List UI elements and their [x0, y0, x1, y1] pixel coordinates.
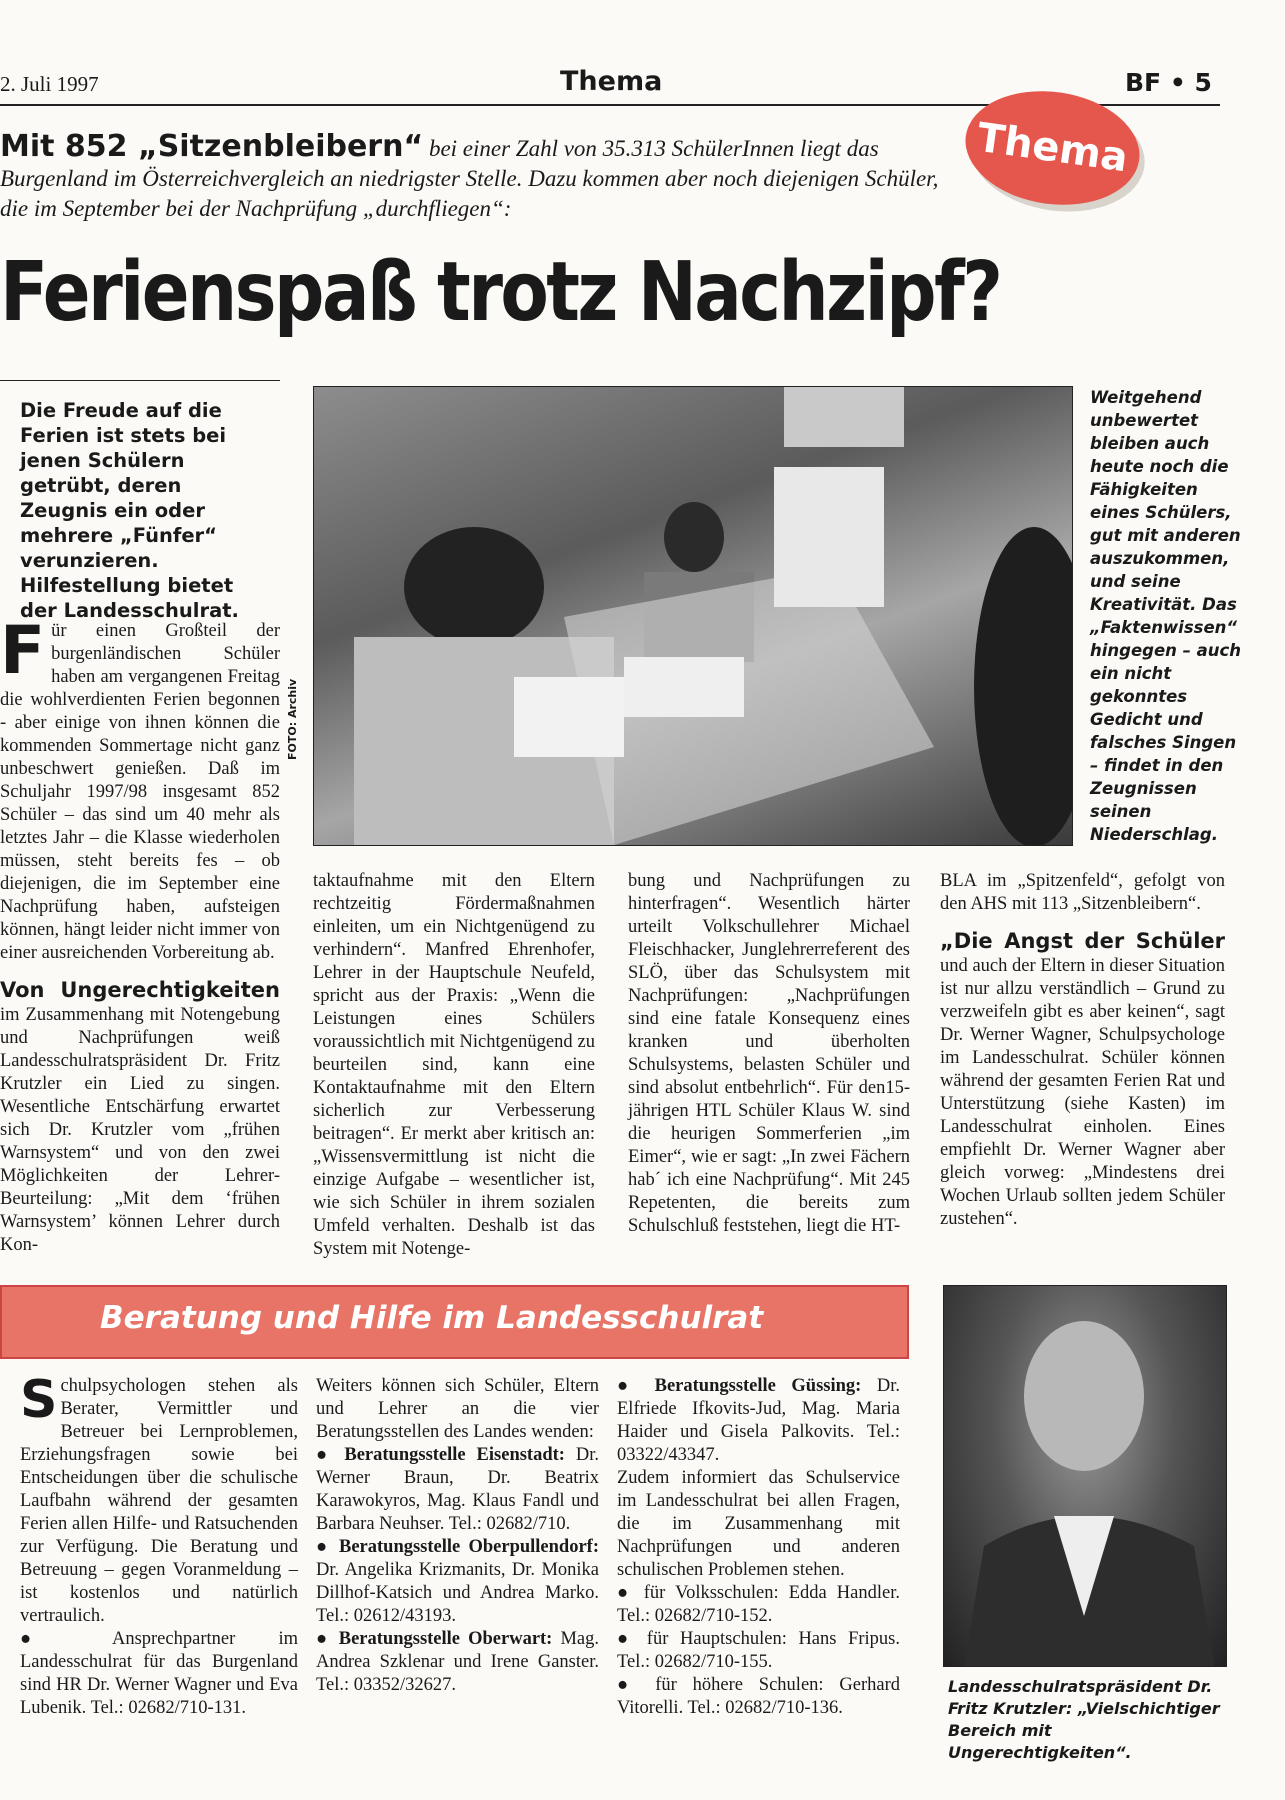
box-p4: Zudem informiert das Schulservice im Landesschulrat bei allen Fragen, die im Zusammenhang mit Nachprüfungen und anderen schulischen Problemen stehen.: [617, 1468, 900, 1580]
photo-placeholder-icon: [314, 387, 1072, 845]
box-p1: chulpsychologen stehen als Berater, Vermittler und Betreuer bei Lernproblemen, Erziehungsfragen sowie bei Entscheidungen über die schulische Laufbahn während der gesamten Ferien allen Hilfe- und Ratsuchenden zur Verfügung. Die Beratung und Betreuung – gegen Voranmeldung – ist kostenlos und natürlich vertraulich.: [20, 1376, 298, 1626]
subheading-2: „Die Angst der Schüler: [940, 929, 1225, 953]
body-p6: und auch der Eltern in dieser Situation ist nur allzu verständlich – Grund zu verzweifeln gibt es aber keinen“, sagt Dr. Werner Wagner, Schulpsychologe im Landesschulrat. Schüler können während der gesamten Ferien Rat und Unterstützung (siehe Kasten) im Landesschulrat einholen. Eines empfiehlt Dr. Werner Wagner aber gleich vorweg: „Mindestens drei Wochen Urlaub sollten jedem Schüler zustehen“.: [940, 956, 1225, 1229]
intro-text: [0, 129, 960, 224]
office-label: ● Beratungsstelle Eisenstadt:: [316, 1445, 565, 1465]
office-oberwart: [316, 1628, 599, 1697]
contact-volksschulen: ● für Volksschulen: Edda Handler. Tel.: 02682/710-152.: [617, 1583, 900, 1626]
box-contact: ● Ansprechpartner im Landesschulrat für das Burgenland sind HR Dr. Werner Wagner und Eva Lubenik. Tel.: 02682/710-131.: [20, 1629, 298, 1718]
portrait-placeholder-icon: [944, 1286, 1226, 1666]
office-eisenstadt: [316, 1444, 599, 1536]
subheading-1: Von Ungerechtigkeiten: [0, 978, 280, 1002]
contact-hoehere-schulen: ● für höhere Schulen: Gerhard Vitorelli. Tel.: 02682/710-136.: [617, 1675, 900, 1718]
article-column-4: [940, 870, 1225, 1231]
photo-credit: FOTO: Archiv: [286, 678, 299, 760]
lead-rule: [0, 380, 280, 381]
body-p1: ür einen Großteil der burgenländischen Schüler haben am vergangenen Freitag die wohlverdienten Ferien begonnen - aber einige von ihnen können die kommenden Sommertage nicht ganz unbeschwert genießen. Daß im Schuljahr 1997/98 insgesamt 852 Schüler – das sind um 40 mehr als letztes Jahr – die Klasse wiederholen müssen, steht bereits fes – ob diejenigen, die im September eine Nachprüfung haben, aufsteigen können, hängt leider nicht immer von einer ausreichenden Vorbereitung ab.: [0, 621, 280, 963]
office-text: Dr. Elfriede Ifkovits-Jud, Mag. Maria Haider und Gisela Palkovits. Tel.: 03322/43347.: [617, 1376, 901, 1465]
office-label: ● Beratungsstelle Oberpullendorf:: [316, 1537, 599, 1557]
info-box-column-3: [617, 1375, 900, 1720]
photo-side-caption: Weitgehend unbewertet bleiben auch heute noch die Fähigkeiten eines Schülers, gut mit anderen auszukommen, und seine Kreativität. Das „Faktenwissen“ hingegen – auch ein nicht gekonntes Gedicht und falsches Singen – findet in den Zeugnissen seinen Niederschlag.: [1090, 388, 1242, 844]
article-column-2: taktaufnahme mit den Eltern rechtzeitig Fördermaßnahmen einleiten, um ein Nichtgenügend zu verhindern“. Manfred Ehrenhofer, Lehrer in der Hauptschule Neufeld, spricht aus der Praxis: „Wenn die Leistungen eines Schülers voraussichtlich mit Nichtgenügend zu beurteilen sind, kann eine Kontaktaufnahme mit den Eltern sicherlich zur Verbesserung beitragen“. Er merkt aber kritisch an: „Wissensvermittlung ist nicht die einzige Aufgabe – wesentlicher ist, wie sich Schüler in ihrem sozialen Umfeld verhalten. Deshalb ist das System mit Notenge-: [313, 871, 595, 1259]
office-label: ● Beratungsstelle Oberwart:: [316, 1629, 553, 1649]
office-guessing: [617, 1375, 900, 1467]
office-text: Dr. Angelika Krizmanits, Dr. Monika Dillhof-Katsich und Andrea Marko. Tel.: 02612/43193.: [316, 1560, 599, 1626]
contact-hauptschulen: ● für Hauptschulen: Hans Fripus. Tel.: 02682/710-155.: [617, 1629, 900, 1672]
portrait-caption: Landesschulratspräsident Dr. Fritz Krutzler: „Vielschichtiger Bereich mit Ungerechtigkeiten“.: [948, 1677, 1220, 1762]
box-p3: Weiters können sich Schüler, Eltern und Lehrer an die vier Beratungsstellen des Landes wenden:: [316, 1376, 599, 1442]
drop-cap: F: [0, 612, 46, 689]
info-box-title: Beratung und Hilfe im Landesschulrat: [100, 1300, 764, 1336]
drop-cap: S: [20, 1370, 58, 1430]
article-column-3: bung und Nachprüfungen zu hinterfragen“. Wesentlich härter urteilt Volkschullehrer Michael Fleischhacker, Junglehrerreferent des SLÖ, über das Schulsystem mit Nachprüfungen: „Nachprüfungen sind eine fatale Konsequenz eines kranken und überholten Schulsystems, belasten Schüler und sind absolut entbehrlich“. Für den15-jährigen HTL Schüler Klaus W. sind die heurigen Sommerferien „im Eimer“, wie er sagt: „In zwei Fächern hab´ ich eine Nachprüfung“. Mit 245 Repetenten, die bereits zum Schulschluß feststehen, liegt die HT-: [628, 871, 910, 1236]
page-number: BF • 5: [1125, 68, 1212, 97]
office-oberpullendorf: [316, 1536, 599, 1628]
issue-date: 2. Juli 1997: [0, 72, 99, 96]
headline: Ferienspaß trotz Nachzipf?: [0, 245, 1001, 340]
office-label: ● Beratungsstelle Güssing:: [617, 1376, 862, 1396]
thema-badge: Thema: [958, 80, 1147, 215]
section-title: Thema: [560, 66, 663, 97]
body-p2: im Zusammenhang mit Notengebung und Nachprüfungen weiß Landesschulratspräsident Dr. Fritz Krutzler ein Lied zu singen. Wesentliche Entschärfung erwartet sich Dr. Krutzler vom „frühen Warnsystem“ und von den zwei Möglichkeiten der Lehrer-Beurteilung: „Mit dem ‘frühen Warnsystem’ können Lehrer durch Kon-: [0, 1005, 280, 1255]
office-text: Mag. Andrea Szklenar und Irene Ganster. Tel.: 03352/32627.: [316, 1629, 599, 1695]
info-box-column-2: [316, 1375, 599, 1697]
article-column-1: [0, 612, 280, 1257]
classroom-photo: [313, 386, 1073, 846]
intro-body: bei einer Zahl von 35.313 SchülerInnen liegt das Burgenland im Österreichvergleich an niedrigster Stelle. Dazu kommen aber noch diejenigen Schüler, die im September bei der Nachprüfung „durchfliegen“:: [0, 136, 939, 221]
lead-paragraph: Die Freude auf die Ferien ist stets bei jenen Schülern getrübt, deren Zeugnis ein oder mehrere „Fünfer“ verunzieren. Hilfestellung bietet der Landesschulrat.: [20, 399, 239, 622]
intro-lead: Mit 852 „Sitzenbleibern“: [0, 129, 424, 164]
portrait-photo: [943, 1285, 1227, 1667]
body-p5: BLA im „Spitzenfeld“, gefolgt von den AHS mit 113 „Sitzenbleibern“.: [940, 871, 1225, 914]
office-text: Dr. Werner Braun, Dr. Beatrix Karawokyros, Mag. Klaus Fandl und Barbara Neuhser. Tel.: 02682/710.: [316, 1445, 599, 1534]
info-box-column-1: [20, 1370, 298, 1720]
